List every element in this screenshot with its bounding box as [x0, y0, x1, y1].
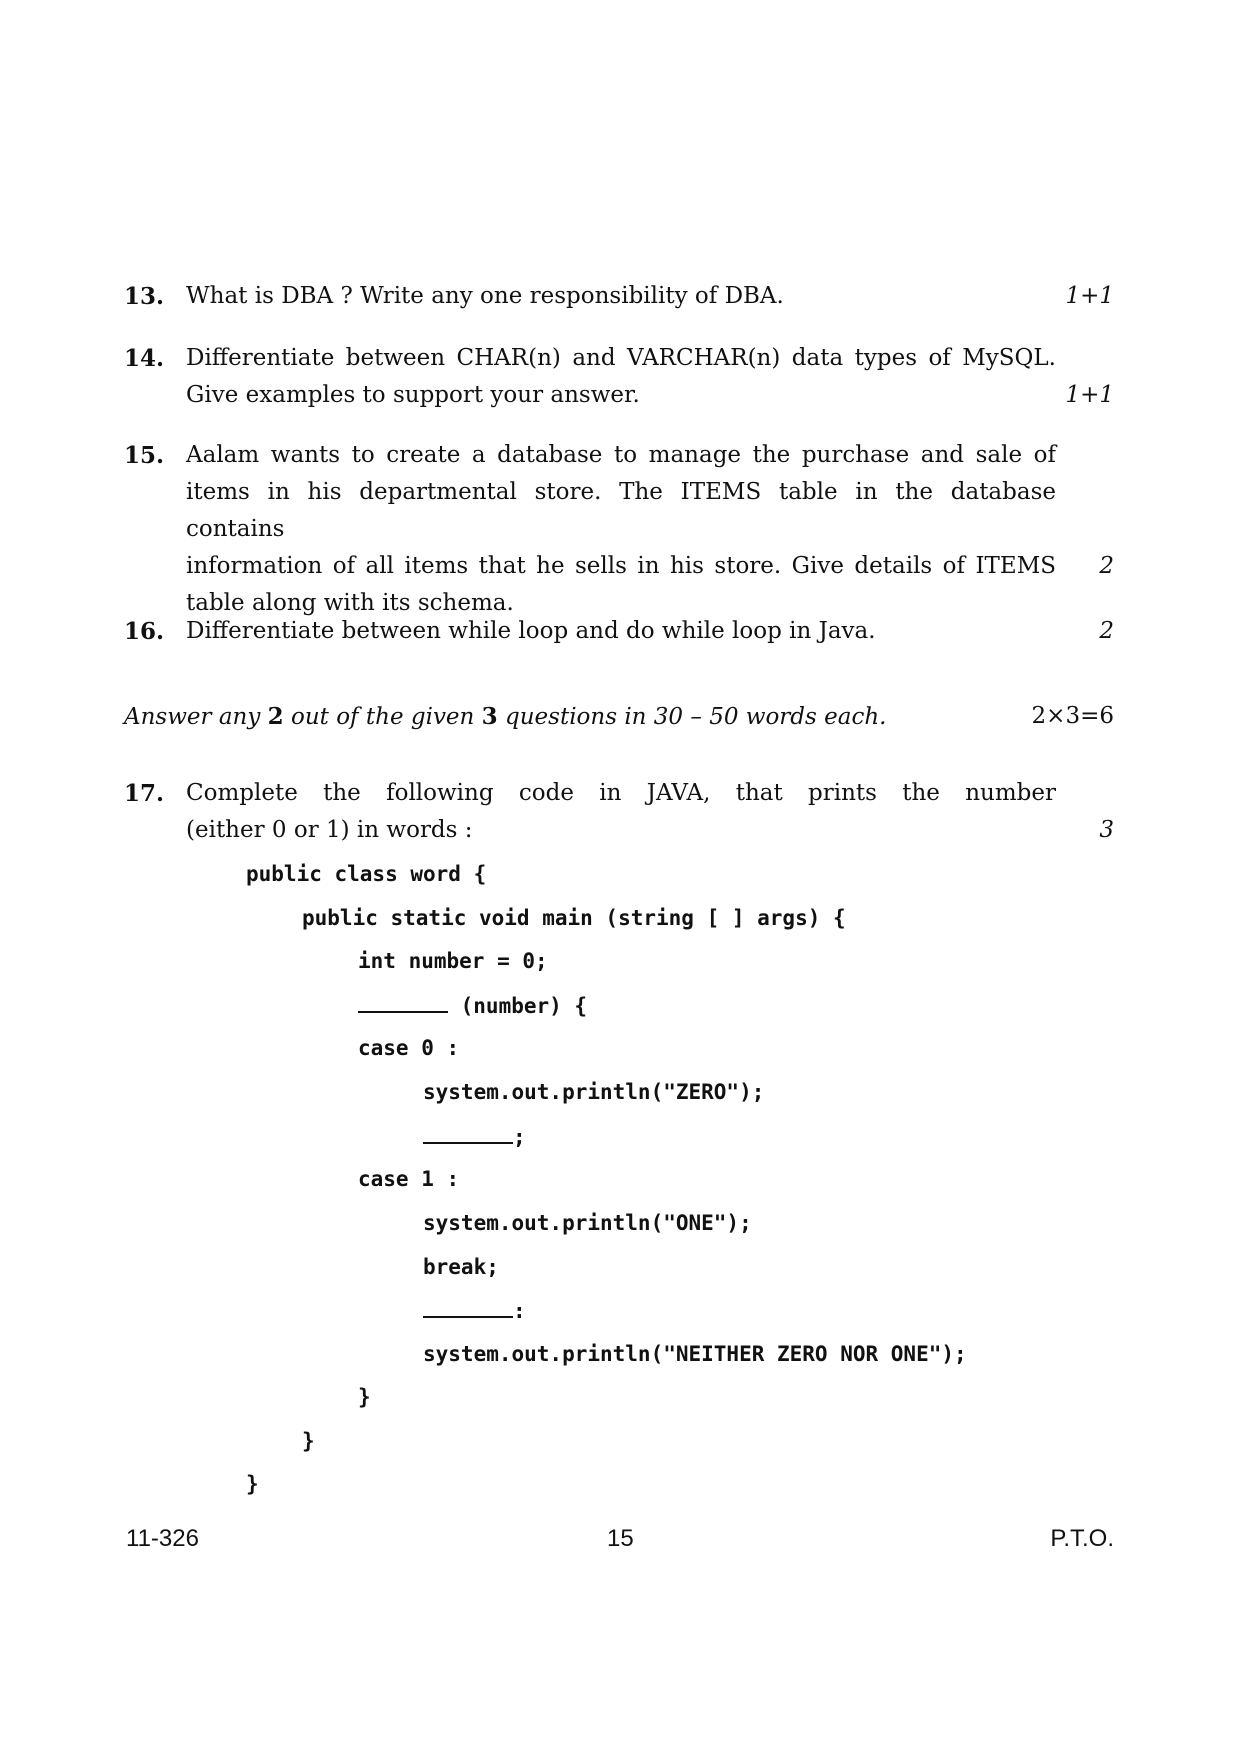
question-text	[186, 775, 1056, 849]
code-line: (number) {	[358, 991, 587, 1020]
code-line: break;	[423, 1255, 499, 1279]
question-number: 16.	[124, 618, 165, 645]
question-number: 13.	[124, 283, 165, 310]
code-line: case 0 :	[358, 1036, 460, 1060]
code-line: public class word {	[246, 862, 487, 886]
question-text	[186, 437, 1056, 622]
question-number: 14.	[124, 345, 165, 372]
paper-code: 11-326	[126, 1525, 199, 1552]
question-text-line: Complete the following code in JAVA, that prints the number	[186, 780, 1056, 806]
question-text-line: Give examples to support your answer.	[186, 382, 640, 408]
question-marks: 1+1	[1065, 283, 1114, 309]
code-line: int number = 0;	[358, 949, 548, 973]
code-line: system.out.println("ONE");	[423, 1211, 752, 1235]
question-text: What is DBA ? Write any one responsibility of DBA.	[186, 283, 784, 309]
question-marks: 3	[1099, 817, 1114, 843]
question-number: 15.	[124, 442, 165, 469]
answer-blank	[358, 991, 448, 1013]
question-text-line: (either 0 or 1) in words :	[186, 817, 473, 843]
question-13	[124, 278, 1114, 318]
code-line: case 1 :	[358, 1167, 460, 1191]
question-text-line: items in his departmental store. The ITEMS table in the database contains	[186, 479, 1056, 542]
answer-blank	[423, 1296, 513, 1318]
question-text: Differentiate between while loop and do while loop in Java.	[186, 618, 876, 644]
question-14	[124, 340, 1114, 420]
please-turn-over: P.T.O.	[1050, 1525, 1114, 1552]
code-line: ;	[423, 1122, 526, 1151]
question-text-line: table along with its schema.	[186, 590, 514, 616]
code-line: system.out.println("ZERO");	[423, 1080, 765, 1104]
code-line: system.out.println("NEITHER ZERO NOR ONE");	[423, 1342, 967, 1366]
question-17	[124, 775, 1114, 855]
code-line: }	[358, 1385, 371, 1409]
question-marks: 2	[1099, 553, 1114, 579]
section-marks: 2×3=6	[1031, 703, 1114, 729]
question-text-line: Aalam wants to create a database to manage the purchase and sale of	[186, 442, 1056, 468]
question-text	[186, 340, 1056, 414]
code-line: }	[302, 1429, 315, 1453]
question-15	[124, 437, 1114, 616]
code-line: }	[246, 1472, 259, 1496]
answer-blank	[423, 1122, 513, 1144]
question-16	[124, 613, 1114, 653]
question-text-line: Differentiate between CHAR(n) and VARCHAR(n) data types of MySQL.	[186, 345, 1056, 371]
code-line: public static void main (string [ ] args) {	[302, 906, 846, 930]
question-number: 17.	[124, 780, 165, 807]
code-line: :	[423, 1296, 526, 1325]
question-text-line: information of all items that he sells in his store. Give details of ITEMS	[186, 553, 1056, 579]
instruction-text: Answer any 2 out of the given 3 questions in 30 – 50 words each.	[124, 703, 887, 730]
section-instruction	[124, 698, 1114, 736]
question-marks: 1+1	[1065, 382, 1114, 408]
question-marks: 2	[1099, 618, 1114, 644]
page-number: 15	[607, 1525, 634, 1552]
